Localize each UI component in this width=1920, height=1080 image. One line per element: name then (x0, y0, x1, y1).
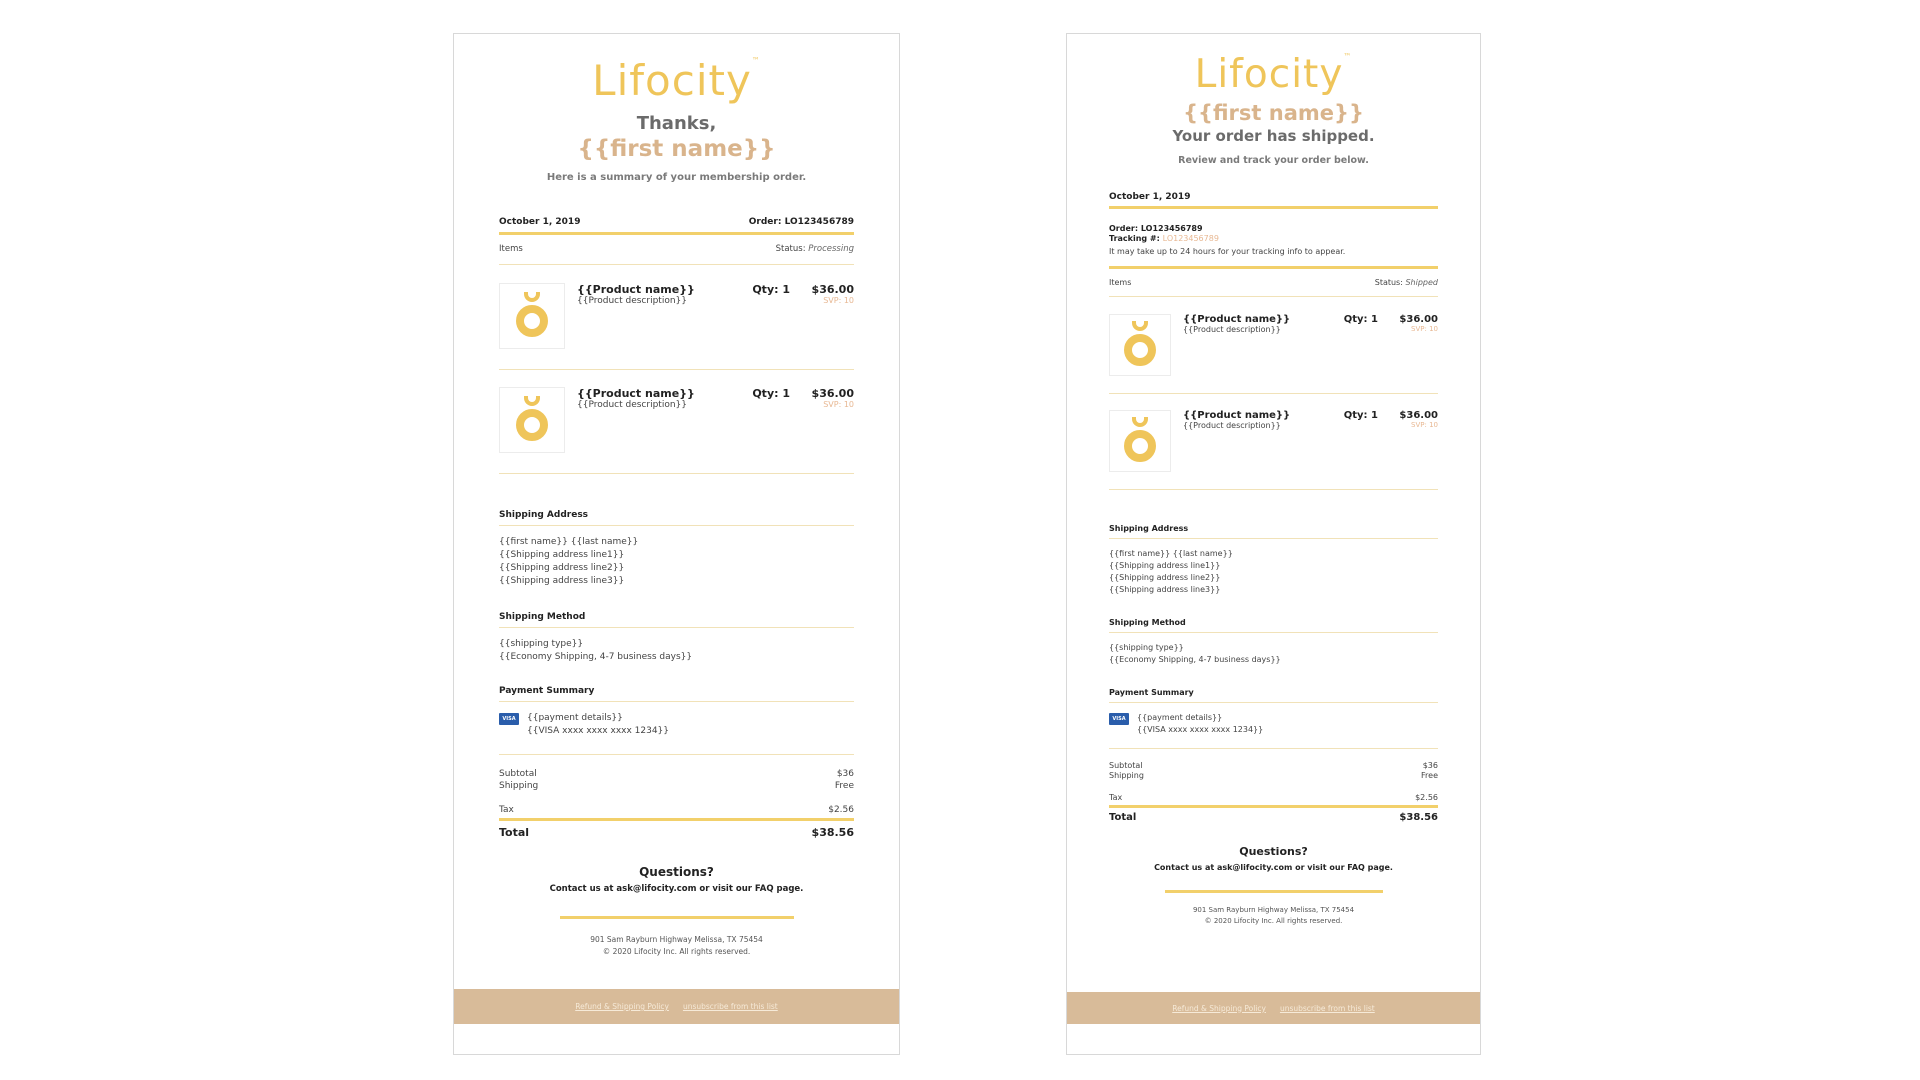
item-svp: SVP: 10 (823, 296, 854, 305)
divider (1109, 702, 1438, 703)
visa-card-icon: VISA (1109, 713, 1129, 725)
item-price-col (1399, 314, 1438, 333)
shipping-method (1109, 642, 1438, 666)
shipping-label: Shipping (1109, 771, 1144, 780)
address-line: {{Shipping address line1}} (499, 550, 625, 560)
item-price: $36.00 (811, 387, 854, 400)
contact-text[interactable]: Contact us at ask@lifocity.com or visit our FAQ page. (1154, 863, 1393, 872)
tracking-block (1109, 224, 1438, 256)
divider (1165, 890, 1383, 893)
product-description: {{Product description}} (577, 296, 687, 306)
ring-icon (512, 292, 552, 340)
total-label: Total (499, 826, 530, 839)
product-image (1109, 410, 1171, 472)
shipping-address-title: Shipping Address (499, 510, 589, 520)
payment-line: {{VISA xxxx xxxx xxxx 1234}} (527, 726, 670, 736)
payment-line: {{payment details}} (527, 713, 623, 723)
total-value: $38.56 (811, 826, 854, 839)
items-label: Items (1109, 278, 1132, 287)
items-label: Items (499, 244, 523, 254)
subtotal-label: Subtotal (499, 769, 537, 779)
subtotal-value: $36 (1422, 761, 1438, 770)
address-line: {{Shipping address line2}} (1109, 573, 1221, 582)
order-number: Order: LO123456789 (748, 217, 854, 227)
items-header (499, 244, 854, 254)
item-price-col (812, 387, 854, 409)
product-image (1109, 314, 1171, 376)
tracking-row (1109, 234, 1438, 243)
footer-links-band (1067, 992, 1480, 1024)
product-description: {{Product description}} (577, 400, 687, 410)
tax-label: Tax (1109, 793, 1123, 802)
footer-links-band (454, 989, 899, 1024)
subtotal-value: $36 (836, 769, 854, 779)
unsubscribe-link[interactable]: unsubscribe from this list (682, 1002, 778, 1011)
payment-details (499, 712, 854, 738)
company-address: 901 Sam Rayburn Highway Melissa, TX 75454 (590, 935, 763, 944)
divider (1109, 538, 1438, 539)
item-price-col (1399, 410, 1438, 429)
item-price-col (812, 283, 854, 305)
order-item (499, 387, 854, 455)
subtotal-label: Subtotal (1109, 761, 1143, 770)
refund-policy-link[interactable]: Refund & Shipping Policy (1172, 1003, 1266, 1013)
shipping-address-title: Shipping Address (1109, 524, 1189, 533)
payment-summary-title: Payment Summary (499, 686, 595, 696)
shipping-row (499, 781, 854, 791)
questions-heading: Questions? (639, 865, 714, 879)
payment-summary-title: Payment Summary (1109, 688, 1194, 697)
lifocity-logo: Lifocity™ (1194, 52, 1353, 97)
shipping-method (499, 638, 854, 664)
item-price: $36.00 (811, 283, 854, 296)
subtotal-row (499, 769, 854, 779)
order-number: Order: LO123456789 (1109, 224, 1203, 233)
item-svp: SVP: 10 (1411, 325, 1438, 333)
summary-text: Here is a summary of your membership order. (546, 172, 807, 183)
ring-icon (1120, 321, 1160, 369)
email-content (499, 34, 854, 958)
method-line: {{shipping type}} (499, 639, 584, 649)
product-name: {{Product name}} (1183, 314, 1291, 325)
tracking-note: It may take up to 24 hours for your tracking info to appear. (1109, 247, 1346, 256)
first-name-heading: {{first name}} (1183, 101, 1364, 125)
membership-order-email (453, 33, 900, 1055)
item-quantity: Qty: 1 (1343, 410, 1378, 421)
company-address: 901 Sam Rayburn Highway Melissa, TX 75454 (1192, 906, 1355, 914)
divider (499, 473, 854, 474)
item-quantity: Qty: 1 (1343, 314, 1378, 325)
divider (499, 264, 854, 265)
product-description: {{Product description}} (1183, 325, 1281, 334)
address-line: {{Shipping address line1}} (1109, 561, 1221, 570)
method-line: {{Economy Shipping, 4-7 business days}} (1109, 655, 1281, 664)
contact-text[interactable]: Contact us at ask@lifocity.com or visit our FAQ page. (549, 884, 804, 894)
status-label: Status: (1374, 278, 1403, 287)
items-header (1109, 278, 1438, 287)
method-line: {{Economy Shipping, 4-7 business days}} (499, 652, 693, 662)
product-name: {{Product name}} (1183, 410, 1291, 421)
order-meta-row (1109, 192, 1438, 202)
item-price: $36.00 (1399, 410, 1438, 421)
status-value: Processing (808, 244, 854, 254)
questions-heading: Questions? (1239, 845, 1308, 858)
address-line: {{first name}} {{last name}} (1109, 549, 1233, 558)
payment-lines (1137, 712, 1263, 736)
company-footer (1109, 905, 1438, 927)
tax-value: $2.56 (1415, 793, 1438, 802)
shipping-address (1109, 548, 1438, 596)
status-value: Shipped (1405, 278, 1438, 287)
tracking-number-link[interactable]: LO123456789 (1162, 234, 1219, 243)
ring-icon (512, 396, 552, 444)
shipping-label: Shipping (499, 781, 539, 791)
copyright: © 2020 Lifocity Inc. All rights reserved. (602, 947, 751, 956)
first-name-heading: {{first name}} (577, 136, 776, 162)
total-value: $38.56 (1399, 812, 1438, 823)
shipping-row (1109, 771, 1438, 780)
address-line: {{Shipping address line2}} (499, 563, 625, 573)
divider (1109, 632, 1438, 633)
tax-value: $2.56 (828, 805, 854, 815)
address-line: {{Shipping address line3}} (499, 576, 625, 586)
order-shipped-email (1066, 33, 1481, 1055)
review-text: Review and track your order below. (1178, 155, 1369, 166)
payment-lines (527, 712, 669, 738)
item-svp: SVP: 10 (823, 400, 854, 409)
shipping-method-title: Shipping Method (499, 612, 586, 622)
method-line: {{shipping type}} (1109, 643, 1184, 652)
email-content (1109, 34, 1438, 927)
shipping-address (499, 536, 854, 588)
divider (1109, 206, 1438, 209)
address-line: {{first name}} {{last name}} (499, 537, 639, 547)
product-image (499, 283, 565, 349)
product-image (499, 387, 565, 453)
divider (499, 701, 854, 702)
divider (499, 232, 854, 235)
tracking-label: Tracking #: (1109, 234, 1160, 243)
order-meta-row (499, 217, 854, 227)
divider (499, 369, 854, 370)
address-line: {{Shipping address line3}} (1109, 585, 1221, 594)
product-name: {{Product name}} (577, 387, 695, 400)
total-label: Total (1109, 812, 1137, 823)
logo-text: Lifocity (1194, 52, 1344, 97)
divider (1109, 489, 1438, 490)
shipping-method-title: Shipping Method (1109, 618, 1186, 627)
order-item (1109, 314, 1438, 378)
payment-line: {{payment details}} (1137, 713, 1223, 722)
divider (499, 525, 854, 526)
tax-row (499, 805, 854, 815)
item-svp: SVP: 10 (1411, 421, 1438, 429)
order-status (1375, 278, 1438, 287)
ring-icon (1120, 417, 1160, 465)
product-name: {{Product name}} (577, 283, 695, 296)
status-label: Status: (775, 244, 806, 254)
divider (1109, 393, 1438, 394)
divider (560, 916, 794, 919)
divider (1109, 748, 1438, 749)
divider (1109, 266, 1438, 269)
item-price: $36.00 (1399, 314, 1438, 325)
lifocity-logo: Lifocity™ (592, 56, 761, 105)
order-item (1109, 410, 1438, 474)
logo-text: Lifocity (592, 56, 752, 105)
visa-card-icon: VISA (499, 713, 519, 725)
company-footer (499, 934, 854, 958)
shipped-headline: Your order has shipped. (1172, 127, 1375, 145)
item-quantity: Qty: 1 (752, 283, 790, 296)
total-row (499, 826, 854, 839)
unsubscribe-link[interactable]: unsubscribe from this list (1279, 1003, 1375, 1013)
total-row (1109, 812, 1438, 823)
tax-row (1109, 793, 1438, 802)
refund-policy-link[interactable]: Refund & Shipping Policy (575, 1002, 669, 1011)
copyright: © 2020 Lifocity Inc. All rights reserved. (1204, 917, 1343, 925)
product-description: {{Product description}} (1183, 421, 1281, 430)
order-date: October 1, 2019 (499, 217, 581, 227)
divider (499, 754, 854, 755)
payment-details (1109, 712, 1438, 736)
subtotal-row (1109, 761, 1438, 770)
divider (1109, 805, 1438, 808)
order-status (776, 244, 854, 254)
divider (1109, 296, 1438, 297)
divider (499, 627, 854, 628)
order-date: October 1, 2019 (1109, 192, 1191, 202)
shipping-value: Free (834, 781, 854, 791)
greeting: Thanks, (636, 113, 717, 134)
item-quantity: Qty: 1 (752, 387, 790, 400)
tax-label: Tax (499, 805, 514, 815)
order-item (499, 283, 854, 351)
divider (499, 818, 854, 821)
shipping-value: Free (1421, 771, 1438, 780)
payment-line: {{VISA xxxx xxxx xxxx 1234}} (1137, 725, 1264, 734)
